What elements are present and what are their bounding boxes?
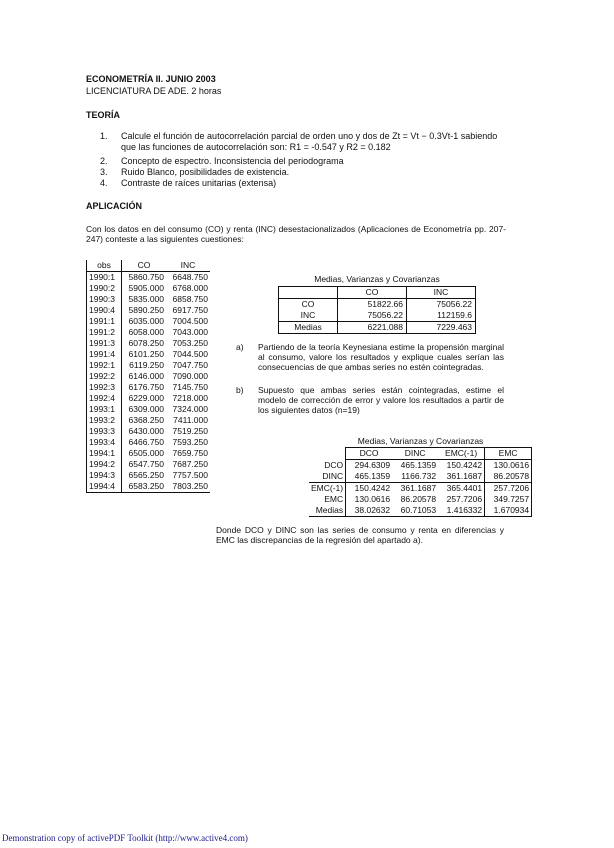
table-row	[87, 470, 211, 481]
column-header-co: CO	[338, 287, 407, 299]
table-cell: 7687.250	[172, 459, 208, 469]
table-cell: 75056.22	[338, 310, 407, 322]
row-label: INC	[279, 310, 338, 322]
obs-cell: 1991:3	[87, 338, 122, 349]
column-header-blank	[309, 448, 346, 460]
table-cell: 6146.000	[128, 371, 164, 381]
table-cell: 257.7206	[438, 494, 485, 505]
row-label: Medias	[309, 505, 346, 517]
table-row	[309, 505, 532, 517]
table-cell: 7043.000	[172, 327, 208, 337]
column-header-dinc: DINC	[392, 448, 438, 460]
row-label: EMC	[309, 494, 346, 505]
question-text-b: Supuesto que ambas series están cointegradas, estime el modelo de corrección de error y valore los resultados a partir de los siguientes datos (n=19)	[258, 385, 504, 415]
table-cell: 349.7257	[485, 494, 532, 505]
table-cell: 86.20578	[400, 494, 437, 504]
table-row	[87, 371, 211, 382]
item-text: Ruido Blanco, posibilidades de existencia.	[121, 167, 290, 177]
cov-table-ecm	[309, 436, 532, 517]
column-header-inc: INC	[407, 287, 476, 299]
table-cell: 7090.000	[172, 371, 208, 381]
cov-table-co-inc	[278, 274, 476, 334]
item-text: Concepto de espectro. Inconsistencia del periodograma	[121, 156, 344, 166]
table-cell: 465.1359	[354, 471, 391, 481]
question-text-a: Partiendo de la teoría Keynesiana estime la propensión marginal al consumo, valore los resultados y explique cuales serían las consecuencias de que ambas series no estén cointegradas.	[258, 342, 504, 372]
row-label: DCO	[309, 460, 346, 472]
table-cell: 6648.750	[172, 272, 208, 282]
table-cell: 6078.250	[128, 338, 164, 348]
obs-cell: 1991:4	[87, 349, 122, 360]
section-heading-aplicacion: APLICACIÓN	[86, 201, 142, 211]
exam-title: ECONOMETRÍA II. JUNIO 2003	[86, 74, 216, 84]
obs-cell: 1990:4	[87, 305, 122, 316]
table-cell: 130.0616	[485, 460, 532, 472]
table-cell: 7757.500	[172, 470, 208, 480]
table-cell: 7519.250	[172, 426, 208, 436]
table-cell: 7229.463	[407, 322, 476, 334]
table-cell: 294.6309	[354, 460, 391, 470]
data-table-co-inc	[86, 260, 210, 493]
table-row	[87, 448, 211, 459]
table-row	[87, 404, 211, 415]
question-label-a: a)	[236, 342, 244, 352]
row-label: EMC(-1)	[309, 483, 346, 495]
table-cell: 6858.750	[172, 294, 208, 304]
obs-cell: 1994:2	[87, 459, 122, 470]
table-cell: 7659.750	[172, 448, 208, 458]
table-cell: 7004.500	[172, 316, 208, 326]
obs-cell: 1994:4	[87, 481, 122, 493]
table-cell: 6058.000	[128, 327, 164, 337]
obs-cell: 1991:1	[87, 316, 122, 327]
table-cell: 365.4401	[438, 483, 485, 495]
table-row	[309, 471, 532, 483]
table-row	[87, 393, 211, 404]
item-text: Calcule el función de autocorrelación parcial de orden uno y dos de Zt = Vt − 0.3Vt-1 sabiendo que las funciones de autocorrelación son: R1 = -0.547 y R2 = 0.182	[121, 131, 498, 152]
table-cell: 6768.000	[172, 283, 208, 293]
table-row	[279, 322, 476, 334]
item-number: 1.	[100, 131, 108, 141]
table-cell: 6505.000	[128, 448, 164, 458]
table-cell: 60.71053	[392, 505, 438, 517]
obs-cell: 1992:2	[87, 371, 122, 382]
column-header-inc: INC	[166, 260, 210, 272]
table-row	[87, 272, 211, 284]
demo-watermark-footer: Demonstration copy of activePDF Toolkit (http://www.active4.com)	[2, 833, 248, 843]
table-row	[87, 294, 211, 305]
table-cell: 6430.000	[128, 426, 164, 436]
table-row	[87, 316, 211, 327]
table-row	[87, 481, 211, 493]
table-cell: 7593.250	[172, 437, 208, 447]
table-row	[309, 483, 532, 495]
table-cell: 7047.750	[172, 360, 208, 370]
table-cell: 150.4242	[438, 460, 485, 472]
table-row	[87, 305, 211, 316]
question-label-b: b)	[236, 385, 244, 395]
item-text: Contraste de raíces unitarias (extensa)	[121, 178, 277, 188]
table-cell: 6309.000	[128, 404, 164, 414]
table-row	[87, 349, 211, 360]
table-cell: 7803.250	[166, 481, 210, 493]
table-row	[87, 327, 211, 338]
table-cell: 361.1687	[438, 471, 485, 483]
table-row	[87, 426, 211, 437]
table-cell: 6917.750	[172, 305, 208, 315]
obs-cell: 1990:2	[87, 283, 122, 294]
table-cell: 1.416332	[438, 505, 485, 517]
table-cell: 6547.750	[128, 459, 164, 469]
table-cell: 5835.000	[128, 294, 164, 304]
column-header-emc-lag: EMC(-1)	[438, 448, 485, 460]
table-cell: 150.4242	[346, 483, 393, 495]
column-header-dco: DCO	[346, 448, 393, 460]
obs-cell: 1992:1	[87, 360, 122, 371]
obs-cell: 1994:3	[87, 470, 122, 481]
obs-cell: 1992:3	[87, 382, 122, 393]
table-cell: 465.1359	[400, 460, 437, 470]
table-cell: 7411.000	[173, 415, 208, 425]
obs-cell: 1993:1	[87, 404, 122, 415]
obs-cell: 1991:2	[87, 327, 122, 338]
table-cell: 6119.250	[129, 360, 164, 370]
table-cell: 7324.000	[172, 404, 208, 414]
table-cell: 6101.250	[128, 349, 164, 359]
table-cell: 75056.22	[407, 299, 476, 311]
table-row	[279, 310, 476, 322]
table-cell: 6368.250	[128, 415, 164, 425]
table-cell: 112159.6	[407, 310, 476, 322]
obs-cell: 1993:3	[87, 426, 122, 437]
table-cell: 7044.500	[172, 349, 208, 359]
column-header-obs: obs	[87, 260, 122, 272]
table-cell: 361.1687	[392, 483, 438, 495]
section-heading-teoria: TEORÍA	[86, 110, 121, 120]
table-cell: 86.20578	[485, 471, 532, 483]
table-row	[87, 360, 211, 371]
table-row	[87, 437, 211, 448]
table-cell: 7218.000	[172, 393, 208, 403]
obs-cell: 1990:1	[87, 272, 122, 284]
item-number: 2.	[100, 156, 108, 166]
item-number: 4.	[100, 178, 108, 188]
table-cell: 257.7206	[485, 483, 532, 495]
exam-subtitle: LICENCIATURA DE ADE. 2 horas	[86, 86, 222, 96]
cov-table-caption: Medias, Varianzas y Covarianzas	[314, 274, 440, 284]
table-cell: 38.02632	[346, 505, 393, 517]
aplicacion-intro: Con los datos en del consumo (CO) y renta (INC) desestacionalizados (Aplicaciones de Econometría pp. 207-247) conteste a las siguientes cuestiones:	[86, 224, 506, 244]
table-cell: 51822.66	[338, 299, 407, 311]
table-cell: 1166.732	[401, 471, 437, 481]
obs-cell: 1992:4	[87, 393, 122, 404]
table-row	[87, 338, 211, 349]
column-header-co: CO	[122, 260, 167, 272]
obs-cell: 1993:2	[87, 415, 122, 426]
table-cell: 5905.000	[128, 283, 164, 293]
table-cell: 6229.000	[128, 393, 164, 403]
table-cell: 6565.250	[128, 470, 164, 480]
table-row	[309, 460, 532, 472]
table-cell: 5890.250	[128, 305, 164, 315]
table-cell: 7053.250	[172, 338, 208, 348]
row-label: DINC	[309, 471, 346, 483]
table-cell: 130.0616	[354, 494, 391, 504]
closing-note: Donde DCO y DINC son las series de consumo y renta en diferencias y EMC las discrepancias de la regresión del apartado a).	[216, 525, 504, 545]
table-row	[87, 382, 211, 393]
item-number: 3.	[100, 167, 108, 177]
obs-cell: 1990:3	[87, 294, 122, 305]
table-cell: 6176.750	[128, 382, 164, 392]
table-cell: 6466.750	[128, 437, 164, 447]
table-cell: 6221.088	[338, 322, 407, 334]
obs-cell: 1994:1	[87, 448, 122, 459]
table-row	[87, 415, 211, 426]
obs-cell: 1993:4	[87, 437, 122, 448]
column-header-blank	[279, 287, 338, 299]
table-cell: 7145.750	[172, 382, 208, 392]
cov-table-caption: Medias, Varianzas y Covarianzas	[357, 436, 484, 446]
table-cell: 5860.750	[128, 272, 164, 282]
table-cell: 6035.000	[128, 316, 164, 326]
table-row	[279, 299, 476, 311]
row-label: Medias	[279, 322, 338, 334]
table-row	[309, 494, 532, 505]
table-cell: 1.670934	[485, 505, 532, 517]
column-header-emc: EMC	[485, 448, 532, 460]
table-row	[87, 283, 211, 294]
row-label: CO	[279, 299, 338, 311]
table-row	[87, 459, 211, 470]
table-cell: 6583.250	[122, 481, 167, 493]
